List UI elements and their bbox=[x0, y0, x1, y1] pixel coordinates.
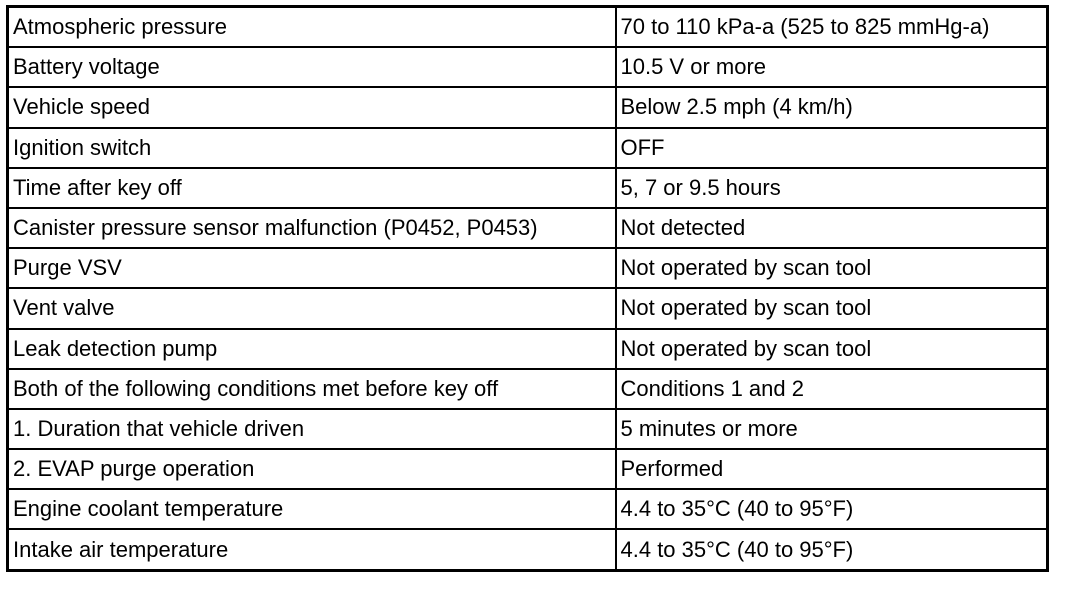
condition-item-cell: Purge VSV bbox=[8, 248, 616, 288]
condition-value-cell: Not detected bbox=[616, 208, 1048, 248]
table-row bbox=[8, 449, 1048, 489]
condition-item-cell: Time after key off bbox=[8, 168, 616, 208]
condition-item-cell: 2. EVAP purge operation bbox=[8, 449, 616, 489]
condition-item-cell: Atmospheric pressure bbox=[8, 7, 616, 48]
table-row bbox=[8, 47, 1048, 87]
condition-value-cell: 5, 7 or 9.5 hours bbox=[616, 168, 1048, 208]
condition-item-cell: Both of the following conditions met before key off bbox=[8, 369, 616, 409]
condition-value-cell: 10.5 V or more bbox=[616, 47, 1048, 87]
condition-item-cell: Intake air temperature bbox=[8, 529, 616, 570]
condition-value-cell: 4.4 to 35°C (40 to 95°F) bbox=[616, 489, 1048, 529]
table-row bbox=[8, 329, 1048, 369]
condition-value-cell: Below 2.5 mph (4 km/h) bbox=[616, 87, 1048, 127]
table-row bbox=[8, 248, 1048, 288]
table-row bbox=[8, 87, 1048, 127]
condition-value-cell: 70 to 110 kPa-a (525 to 825 mmHg-a) bbox=[616, 7, 1048, 48]
condition-item-cell: Vent valve bbox=[8, 288, 616, 328]
condition-item-cell: Canister pressure sensor malfunction (P0452, P0453) bbox=[8, 208, 616, 248]
table-row bbox=[8, 369, 1048, 409]
table-row bbox=[8, 7, 1048, 48]
condition-item-cell: Leak detection pump bbox=[8, 329, 616, 369]
conditions-table-body bbox=[8, 7, 1048, 571]
table-row bbox=[8, 529, 1048, 570]
table-row bbox=[8, 208, 1048, 248]
condition-value-cell: 5 minutes or more bbox=[616, 409, 1048, 449]
condition-value-cell: 4.4 to 35°C (40 to 95°F) bbox=[616, 529, 1048, 570]
condition-value-cell: Not operated by scan tool bbox=[616, 329, 1048, 369]
condition-value-cell: Not operated by scan tool bbox=[616, 248, 1048, 288]
condition-item-cell: Battery voltage bbox=[8, 47, 616, 87]
conditions-table bbox=[6, 5, 1049, 572]
condition-item-cell: Ignition switch bbox=[8, 128, 616, 168]
table-row bbox=[8, 128, 1048, 168]
condition-item-cell: Engine coolant temperature bbox=[8, 489, 616, 529]
table-row bbox=[8, 409, 1048, 449]
condition-value-cell: Performed bbox=[616, 449, 1048, 489]
conditions-sheet bbox=[6, 5, 1046, 572]
condition-value-cell: OFF bbox=[616, 128, 1048, 168]
condition-value-cell: Not operated by scan tool bbox=[616, 288, 1048, 328]
table-row bbox=[8, 168, 1048, 208]
condition-value-cell: Conditions 1 and 2 bbox=[616, 369, 1048, 409]
table-row bbox=[8, 288, 1048, 328]
table-row bbox=[8, 489, 1048, 529]
condition-item-cell: 1. Duration that vehicle driven bbox=[8, 409, 616, 449]
condition-item-cell: Vehicle speed bbox=[8, 87, 616, 127]
